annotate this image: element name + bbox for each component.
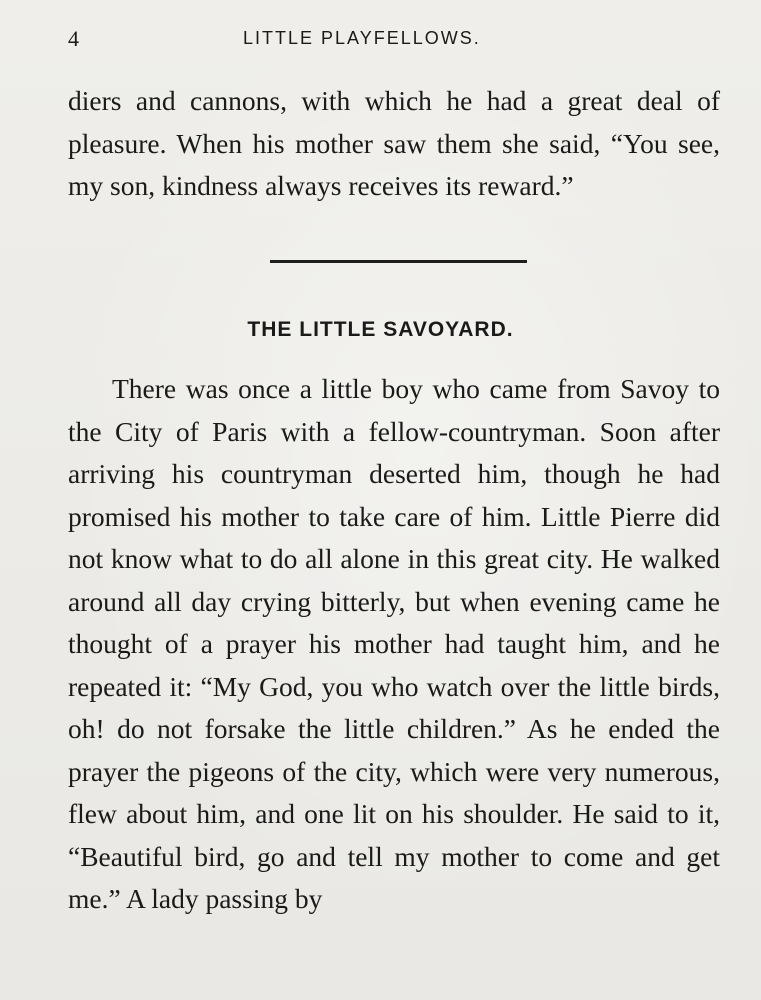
running-head [68, 26, 721, 56]
page-number: 4 [68, 26, 79, 51]
section-divider [270, 260, 527, 263]
continued-paragraph-block [68, 80, 720, 208]
story-paragraph-block [68, 368, 720, 921]
paragraph: There was once a little boy who came from Savoy to the City of Paris with a fellow-countryman. Soon after arriving his countryman deserted him, though he had promised his mother to take care of him. Little Pierre did not know what to do all alone in this great city. He walked around all day crying bitterly, but when evening came he thought of a prayer his mother had taught him, and he repeated it: “My God, you who watch over the little birds, oh! do not forsake the little children.” As he ended the prayer the pigeons of the city, which were very numerous, flew about him, and one lit on his shoulder. He said to it, “Beautiful bird, go and tell my mother to come and get me.” A lady passing by [68, 373, 720, 914]
paragraph: diers and cannons, with which he had a great deal of pleasure. When his mother saw them she said, “You see, my son, kindness always receives its reward.” [68, 85, 720, 201]
story-title: THE LITTLE SAVOYARD. [247, 318, 514, 341]
running-title: LITTLE PLAYFELLOWS. [243, 28, 481, 48]
